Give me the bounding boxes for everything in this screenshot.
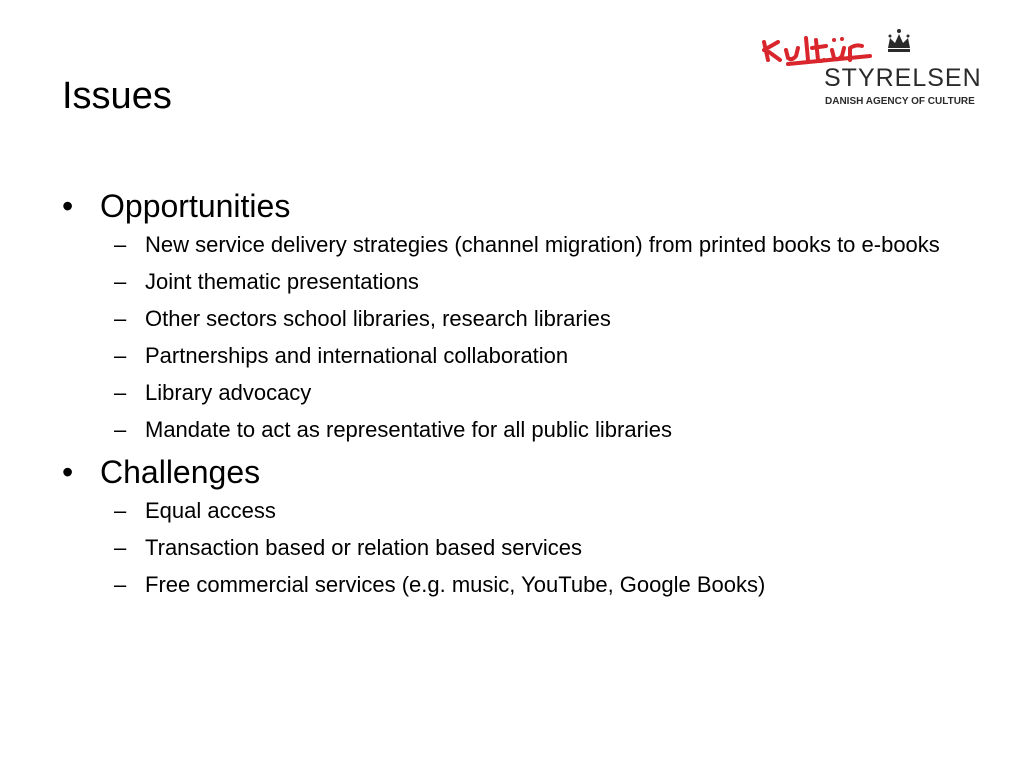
logo-name: STYRELSEN	[824, 64, 982, 92]
section-heading-label: Challenges	[100, 454, 261, 490]
logo-subtitle: DANISH AGENCY OF CULTURE	[825, 96, 975, 107]
dash-marker: –	[114, 306, 127, 331]
list-item	[62, 533, 962, 562]
dash-marker: –	[114, 498, 127, 523]
kulturstyrelsen-logo	[758, 26, 982, 112]
list-item-text: Free commercial services (e.g. music, YouTube, Google Books)	[145, 572, 766, 597]
list-item-text: Other sectors school libraries, research libraries	[145, 306, 611, 331]
dash-marker: –	[114, 343, 127, 368]
dash-marker: –	[114, 535, 127, 560]
challenges-list	[62, 496, 962, 599]
list-item-text: New service delivery strategies (channel migration) from printed books to e-books	[145, 232, 940, 257]
list-item-text: Partnerships and international collaboration	[145, 343, 569, 368]
section-heading-opportunities	[62, 186, 962, 226]
list-item-text: Joint thematic presentations	[145, 269, 419, 294]
bullet-marker: •	[62, 188, 74, 224]
section-heading-challenges	[62, 452, 962, 492]
list-item	[62, 415, 962, 444]
list-item	[62, 570, 962, 599]
slide-title: Issues	[62, 75, 172, 117]
list-item	[62, 378, 962, 407]
list-item-text: Library advocacy	[145, 380, 312, 405]
dash-marker: –	[114, 269, 127, 294]
section-heading-label: Opportunities	[100, 188, 291, 224]
list-item-text: Transaction based or relation based services	[145, 535, 582, 560]
list-item-text: Equal access	[145, 498, 276, 523]
dash-marker: –	[114, 232, 127, 257]
list-item	[62, 341, 962, 370]
list-item	[62, 304, 962, 333]
list-item	[62, 230, 962, 259]
kultur-wordmark	[758, 26, 978, 66]
crown-icon	[888, 29, 910, 52]
list-item	[62, 267, 962, 296]
dash-marker: –	[114, 417, 127, 442]
bullet-marker: •	[62, 454, 74, 490]
slide-content	[62, 186, 962, 607]
dash-marker: –	[114, 380, 127, 405]
dash-marker: –	[114, 572, 127, 597]
list-item-text: Mandate to act as representative for all public libraries	[145, 417, 673, 442]
list-item	[62, 496, 962, 525]
opportunities-list	[62, 230, 962, 444]
